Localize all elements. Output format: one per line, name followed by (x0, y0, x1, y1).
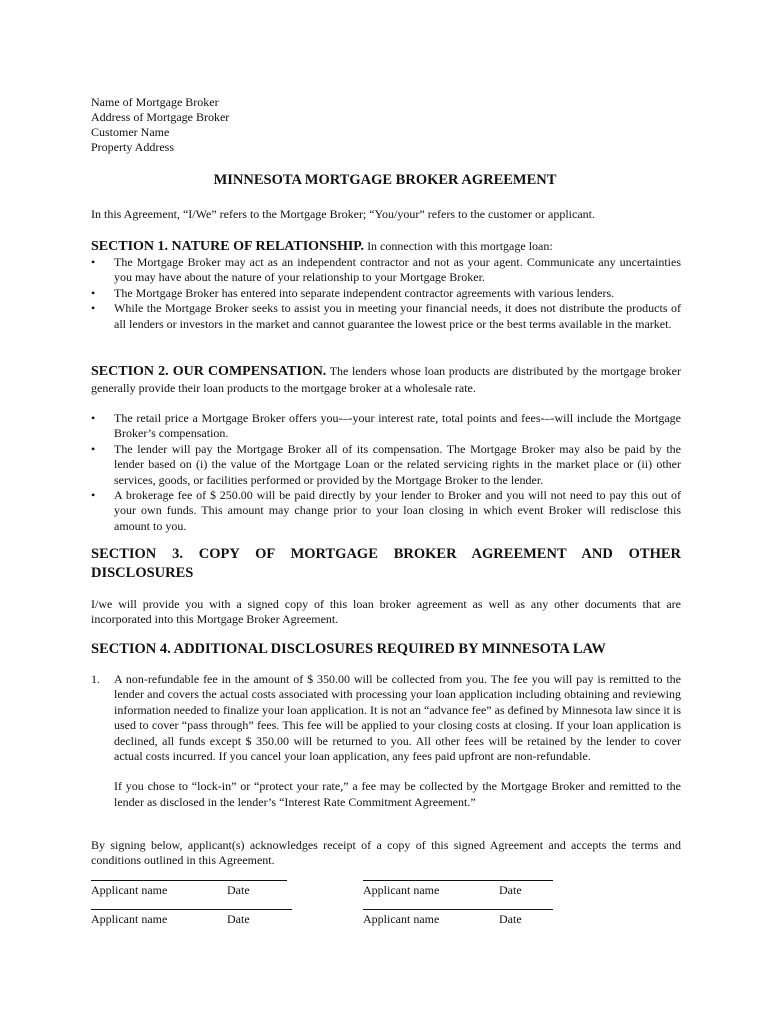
section-2-header (91, 363, 681, 396)
section-2-bullets (91, 411, 681, 534)
section-1-lead: In connection with this mortgage loan: (367, 239, 553, 253)
broker-address: Address of Mortgage Broker (91, 110, 230, 124)
bullet-icon: • (91, 255, 96, 269)
list-item: • The lender will pay the Mortgage Broker all of its compensation. The Mortgage Broker may also be paid by the lender based on (i) the value of the Mortgage Loan or the related servicing rights in the market place or (ii) other services, goods, or facilities performed or provided by the Mortgage Broker to the lender. (91, 441, 681, 487)
property-address: Property Address (91, 140, 174, 154)
intro-paragraph: In this Agreement, “I/We” refers to the Mortgage Broker; “You/your” refers to the customer or applicant. (91, 207, 595, 221)
bullet-icon: • (91, 411, 96, 425)
section-2 (91, 363, 681, 534)
section-4-item-1 (91, 672, 681, 764)
item-number: 1. (91, 672, 100, 686)
bullet-icon: • (91, 441, 96, 456)
signature-line[interactable] (91, 909, 292, 910)
item-text: A non-refundable fee in the amount of $ 350.00 will be collected from you. The fee you will pay is remitted to the lender and covers the actual costs associated with processing your loan application including obtaining and reviewing information needed to finalize your loan application. It is not an “advance fee” as defined by Minnesota law since it is used to cover “pass through” fees. This fee will be applied to your closing costs at closing. If your loan application is declined, all funds except $ 350.00 will be returned to you. All other fees will be retained by the lender to cover actual costs incurred. If you cancel your loan application, any fees paid upfront are non-refundable. (114, 672, 681, 764)
section-3 (91, 545, 681, 628)
section-1 (91, 238, 681, 332)
section-2-lead: The lenders whose loan products are distributed by the mortgage broker generally provide their loan products to the mortgage broker at a wholesale rate. (91, 364, 681, 395)
signature-line[interactable] (363, 909, 553, 910)
section-2-heading: SECTION 2. OUR COMPENSATION. (91, 364, 327, 379)
date-label: Date (227, 912, 250, 926)
list-item: • The Mortgage Broker may act as an independent contractor and not as your agent. Communicate any uncertainties you may have about the nature of your relationship to your Mortgage Broker. (91, 255, 681, 285)
signature-line[interactable] (363, 880, 553, 881)
bullet-icon: • (91, 301, 96, 316)
applicant-name-label: Applicant name (363, 912, 440, 926)
date-label: Date (227, 883, 250, 897)
document-title: MINNESOTA MORTGAGE BROKER AGREEMENT (213, 172, 557, 188)
acknowledgement: By signing below, applicant(s) acknowledges receipt of a copy of this signed Agreement and accepts the terms and conditions outlined in this Agreement. (91, 838, 681, 868)
applicant-name-label: Applicant name (91, 883, 168, 897)
section-1-header (91, 238, 681, 255)
list-item: • The retail price a Mortgage Broker offers you-–-your interest rate, total points and fees-–-will include the Mortgage Broker’s compensation. (91, 411, 681, 441)
date-label: Date (499, 883, 522, 897)
section-3-body: I/we will provide you with a signed copy of this loan broker agreement as well as any other documents that are incorporated into this Mortgage Broker Agreement. (91, 597, 681, 627)
section-4-heading: SECTION 4. ADDITIONAL DISCLOSURES REQUIRED BY MINNESOTA LAW (91, 641, 606, 657)
applicant-name-label: Applicant name (363, 883, 440, 897)
lock-in-text: If you chose to “lock-in” or “protect your rate,” a fee may be collected by the Mortgage Broker and remitted to the lender as disclosed in the lender’s “Interest Rate Commitment Agreement.” (114, 779, 681, 809)
date-label: Date (499, 912, 522, 926)
section-1-bullets (91, 255, 681, 332)
signature-line[interactable] (91, 880, 287, 881)
section-4 (91, 640, 681, 810)
customer-name: Customer Name (91, 125, 170, 139)
list-item: • While the Mortgage Broker seeks to assist you in meeting your financial needs, it does not distribute the products of all lenders or investors in the market and cannot guarantee the lowest price or the best terms available in the market. (91, 301, 681, 331)
list-item: • The Mortgage Broker has entered into separate independent contractor agreements with various lenders. (91, 285, 615, 300)
section-3-heading: SECTION 3. COPY OF MORTGAGE BROKER AGREEMENT AND OTHER DISCLOSURES (91, 546, 681, 581)
section-1-heading: SECTION 1. NATURE OF RELATIONSHIP. (91, 239, 365, 254)
list-item: • A brokerage fee of $ 250.00 will be paid directly by your lender to Broker and you will not need to pay this out of your own funds. This amount may change prior to your loan closing in which event Broker will redisclose this amount to you. (91, 488, 681, 533)
bullet-icon: • (91, 285, 96, 300)
bullet-icon: • (91, 488, 96, 503)
broker-name: Name of Mortgage Broker (91, 95, 219, 109)
section-4-lock-in (91, 779, 681, 810)
applicant-name-label: Applicant name (91, 912, 168, 926)
